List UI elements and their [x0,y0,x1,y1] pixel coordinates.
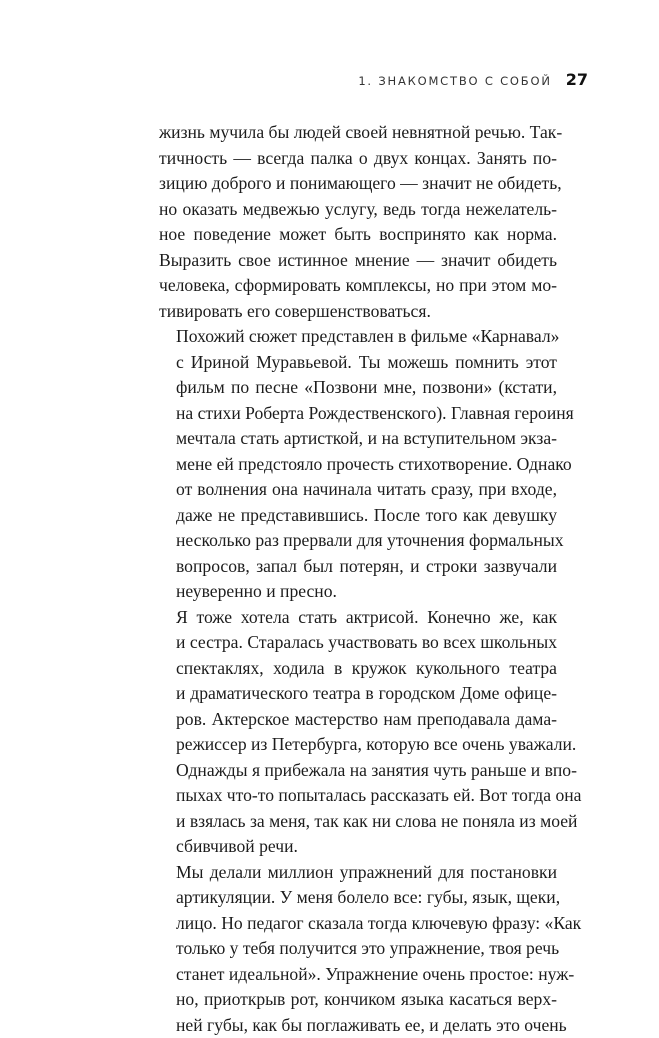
text-line: но оказать медвежью услугу, ведь тогда нежелатель- [159,197,557,223]
paragraph [159,860,557,1038]
text-line: Я тоже хотела стать актрисой. Конечно же, как [159,605,557,631]
text-line: сбивчивой речи. [159,834,557,860]
text-line: и сестра. Старалась участвовать во всех школьных [159,630,557,656]
text-line: с Ириной Муравьевой. Ты можешь помнить этот [159,350,557,376]
text-line: пыхах что-то попыталась рассказать ей. Вот тогда она [159,783,557,809]
paragraph [159,605,557,860]
text-line: даже не представившись. После того как девушку [159,503,557,529]
text-line: и взялась за меня, так как ни слова не поняла из моей [159,809,557,835]
text-line: станет идеальной». Упражнение очень простое: нуж- [159,962,557,988]
page-number: 27 [566,70,588,89]
text-line: артикуляции. У меня болело все: губы, язык, щеки, [159,885,557,911]
text-line: на стихи Роберта Рождественского). Главная героиня [159,401,557,427]
text-line: и драматического театра в городском Доме офице- [159,681,557,707]
text-line: вопросов, запал был потерян, и строки зазвучали [159,554,557,580]
text-line: ров. Актерское мастерство нам преподавала дама- [159,707,557,733]
running-header [0,70,588,92]
paragraph [159,324,557,605]
text-line: тичность — всегда палка о двух концах. Занять по- [159,146,557,172]
text-line: но, приоткрыв рот, кончиком языка касаться верх- [159,987,557,1013]
body-text [159,120,557,1038]
text-line: жизнь мучила бы людей своей невнятной речью. Так- [159,120,557,146]
text-line: неуверенно и пресно. [159,579,557,605]
text-line: режиссер из Петербурга, которую все очень уважали. [159,732,557,758]
text-line: мечтала стать артисткой, и на вступительном экза- [159,426,557,452]
text-line: Похожий сюжет представлен в фильме «Карнавал» [159,324,557,350]
text-line: тивировать его совершенствоваться. [159,299,557,325]
chapter-title: 1. ЗНАКОМСТВО С СОБОЙ [358,74,551,88]
text-line: Однажды я прибежала на занятия чуть раньше и впо- [159,758,557,784]
text-line: фильм по песне «Позвони мне, позвони» (кстати, [159,375,557,401]
text-line: человека, сформировать комплексы, но при этом мо- [159,273,557,299]
text-line: зицию доброго и понимающего — значит не обидеть, [159,171,557,197]
text-line: ное поведение может быть воспринято как норма. [159,222,557,248]
text-line: мене ей предстояло прочесть стихотворение. Однако [159,452,557,478]
text-line: спектаклях, ходила в кружок кукольного театра [159,656,557,682]
text-line: ней губы, как бы поглаживать ее, и делать это очень [159,1013,557,1038]
text-line: от волнения она начинала читать сразу, при входе, [159,477,557,503]
text-line: несколько раз прервали для уточнения формальных [159,528,557,554]
text-line: только у тебя получится это упражнение, твоя речь [159,936,557,962]
paragraph [159,120,557,324]
text-line: Выразить свое истинное мнение — значит обидеть [159,248,557,274]
text-line: Мы делали миллион упражнений для постановки [159,860,557,886]
text-line: лицо. Но педагог сказала тогда ключевую фразу: «Как [159,911,557,937]
